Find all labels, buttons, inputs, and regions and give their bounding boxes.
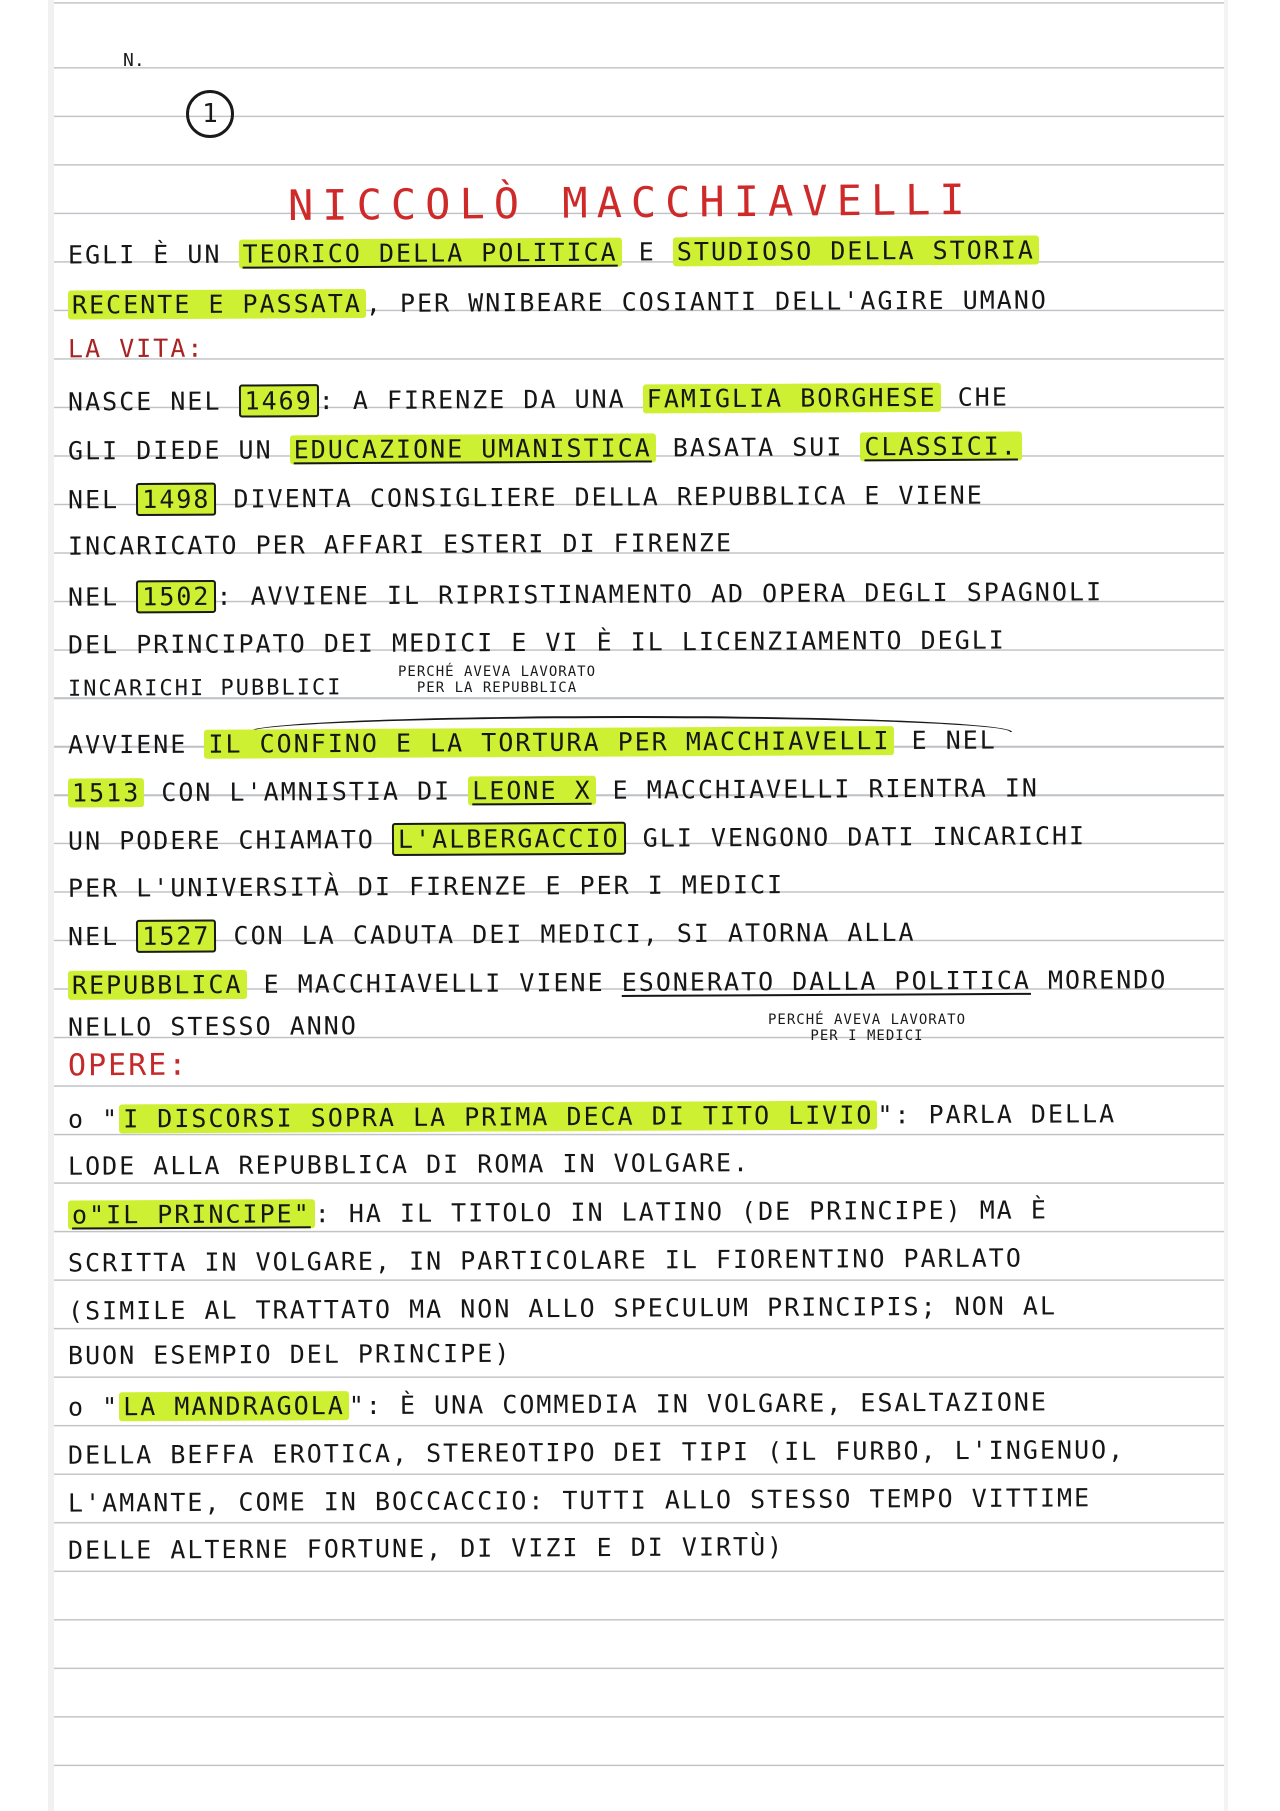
year-1469: 1469 <box>238 384 318 417</box>
text-line-1: EGLI È UN TEORICO DELLA POLITICA E STUDIOSO DELLA STORIA <box>68 235 1039 269</box>
text-line-7: INCARICATO PER AFFARI ESTERI DI FIRENZE <box>67 528 734 561</box>
highlight-mandragola: LA MANDRAGOLA <box>119 1391 349 1421</box>
text-line-24: BUON ESEMPIO DEL PRINCIPE) <box>67 1338 512 1371</box>
text-line-8: NEL 1502 : AVVIENE IL RIPRISTINAMENTO AD OPERA DEGLI SPAGNOLI <box>67 577 1104 612</box>
year-1498: 1498 <box>136 483 216 516</box>
text-line-16: REPUBBLICA E MACCHIAVELLI VIENE ESONERATO DALLA POLITICA MORENDO <box>68 965 1167 1000</box>
text-line-26: DELLA BEFFA EROTICA, STEREOTIPO DEI TIPI (IL FURBO, L'INGENUO, <box>67 1435 1126 1470</box>
text-line-21: o"IL PRINCIPE" : HA IL TITOLO IN LATINO (DE PRINCIPE) MA È <box>68 1195 1048 1229</box>
text-line-14: PER L'UNIVERSITÀ DI FIRENZE E PER I MEDICI <box>67 870 785 903</box>
text-line-15: NEL 1527 CON LA CADUTA DEI MEDICI, SI ATORNA ALLA <box>67 917 916 952</box>
text-line-25: o " LA MANDRAGOLA ": È UNA COMMEDIA IN VOLGARE, ESALTAZIONE <box>67 1387 1049 1422</box>
text-line-5: GLI DIEDE UN EDUCAZIONE UMANISTICA BASATA SUI CLASSICI. <box>68 432 1022 466</box>
page-title: NICCOLÒ MACCHIAVELLI <box>287 175 974 230</box>
highlight-confino: IL CONFINO E LA TORTURA PER MACCHIAVELLI <box>204 726 894 759</box>
text-line-13: UN PODERE CHIAMATO L'ALBERGACCIO GLI VENGONO DATI INCARICHI <box>67 821 1087 856</box>
text-line-19: o " I DISCORSI SOPRA LA PRIMA DECA DI TITO LIVIO ": PARLA DELLA <box>67 1099 1117 1134</box>
highlight-leone-x: LEONE X <box>468 776 596 806</box>
highlight-recente-passata: RECENTE E PASSATA <box>68 289 366 320</box>
text-line-2: RECENTE E PASSATA , PER WNIBEARE COSIANTI DELL'AGIRE UMANO <box>68 285 1048 319</box>
side-note-1: PERCHÉ AVEVA LAVORATO PER LA REPUBBLICA <box>398 664 597 696</box>
text-line-11: AVVIENE IL CONFINO E LA TORTURA PER MACCHIAVELLI E NEL <box>67 725 997 760</box>
page-mark: N. <box>123 50 145 71</box>
text-line-23: (SIMILE AL TRATTATO MA NON ALLO SPECULUM PRINCIPIS; NON AL <box>67 1291 1058 1326</box>
highlight-discorsi: I DISCORSI SOPRA LA PRIMA DECA DI TITO LIVIO <box>119 1101 877 1134</box>
notebook-page <box>48 0 1228 1811</box>
opere-heading: OPERE: <box>67 1047 189 1084</box>
text-line-28: DELLE ALTERNE FORTUNE, DI VIZI E DI VIRTÙ) <box>67 1532 785 1565</box>
page-number-circle: 1 <box>186 90 234 138</box>
highlight-classici: CLASSICI. <box>860 432 1022 462</box>
text-line-3: LA VITA: <box>67 333 205 364</box>
text-line-27: L'AMANTE, COME IN BOCCACCIO: TUTTI ALLO STESSO TEMPO VITTIME <box>67 1483 1092 1518</box>
highlight-educazione: EDUCAZIONE UMANISTICA <box>290 433 656 464</box>
text-line-20: LODE ALLA REPUBBLICA DI ROMA IN VOLGARE. <box>67 1148 751 1181</box>
highlight-studioso: STUDIOSO DELLA STORIA <box>673 235 1039 266</box>
underline-esonerato: ESONERATO DALLA POLITICA <box>621 965 1031 997</box>
highlight-albergaccio: L'ALBERGACCIO <box>392 822 626 856</box>
text-line-17: NELLO STESSO ANNO <box>67 1011 358 1042</box>
highlight-famiglia: FAMIGLIA BORGHESE <box>643 383 941 414</box>
highlight-principe: o"IL PRINCIPE" <box>68 1199 315 1229</box>
year-1527: 1527 <box>136 919 216 952</box>
side-note-2: PERCHÉ AVEVA LAVORATO PER I MEDICI <box>768 1012 967 1044</box>
highlight-repubblica: REPUBBLICA <box>68 970 247 1000</box>
text-line-10: INCARICHI PUBBLICI <box>67 675 343 702</box>
highlight-teorico: TEORICO DELLA POLITICA <box>238 238 621 269</box>
year-1502: 1502 <box>136 580 216 613</box>
text-line-9: DEL PRINCIPATO DEI MEDICI E VI È IL LICENZIAMENTO DEGLI <box>67 625 1006 660</box>
text-line-4: NASCE NEL 1469 : A FIRENZE DA UNA FAMIGLIA BORGHESE CHE <box>67 382 1009 417</box>
text-line-12: 1513 CON L'AMNISTIA DI LEONE X E MACCHIAVELLI RIENTRA IN <box>68 773 1039 807</box>
text-line-6: NEL 1498 DIVENTA CONSIGLIERE DELLA REPUBBLICA E VIENE <box>67 480 984 515</box>
text-line-22: SCRITTA IN VOLGARE, IN PARTICOLARE IL FIORENTINO PARLATO <box>67 1243 1023 1278</box>
year-1513: 1513 <box>68 778 144 807</box>
